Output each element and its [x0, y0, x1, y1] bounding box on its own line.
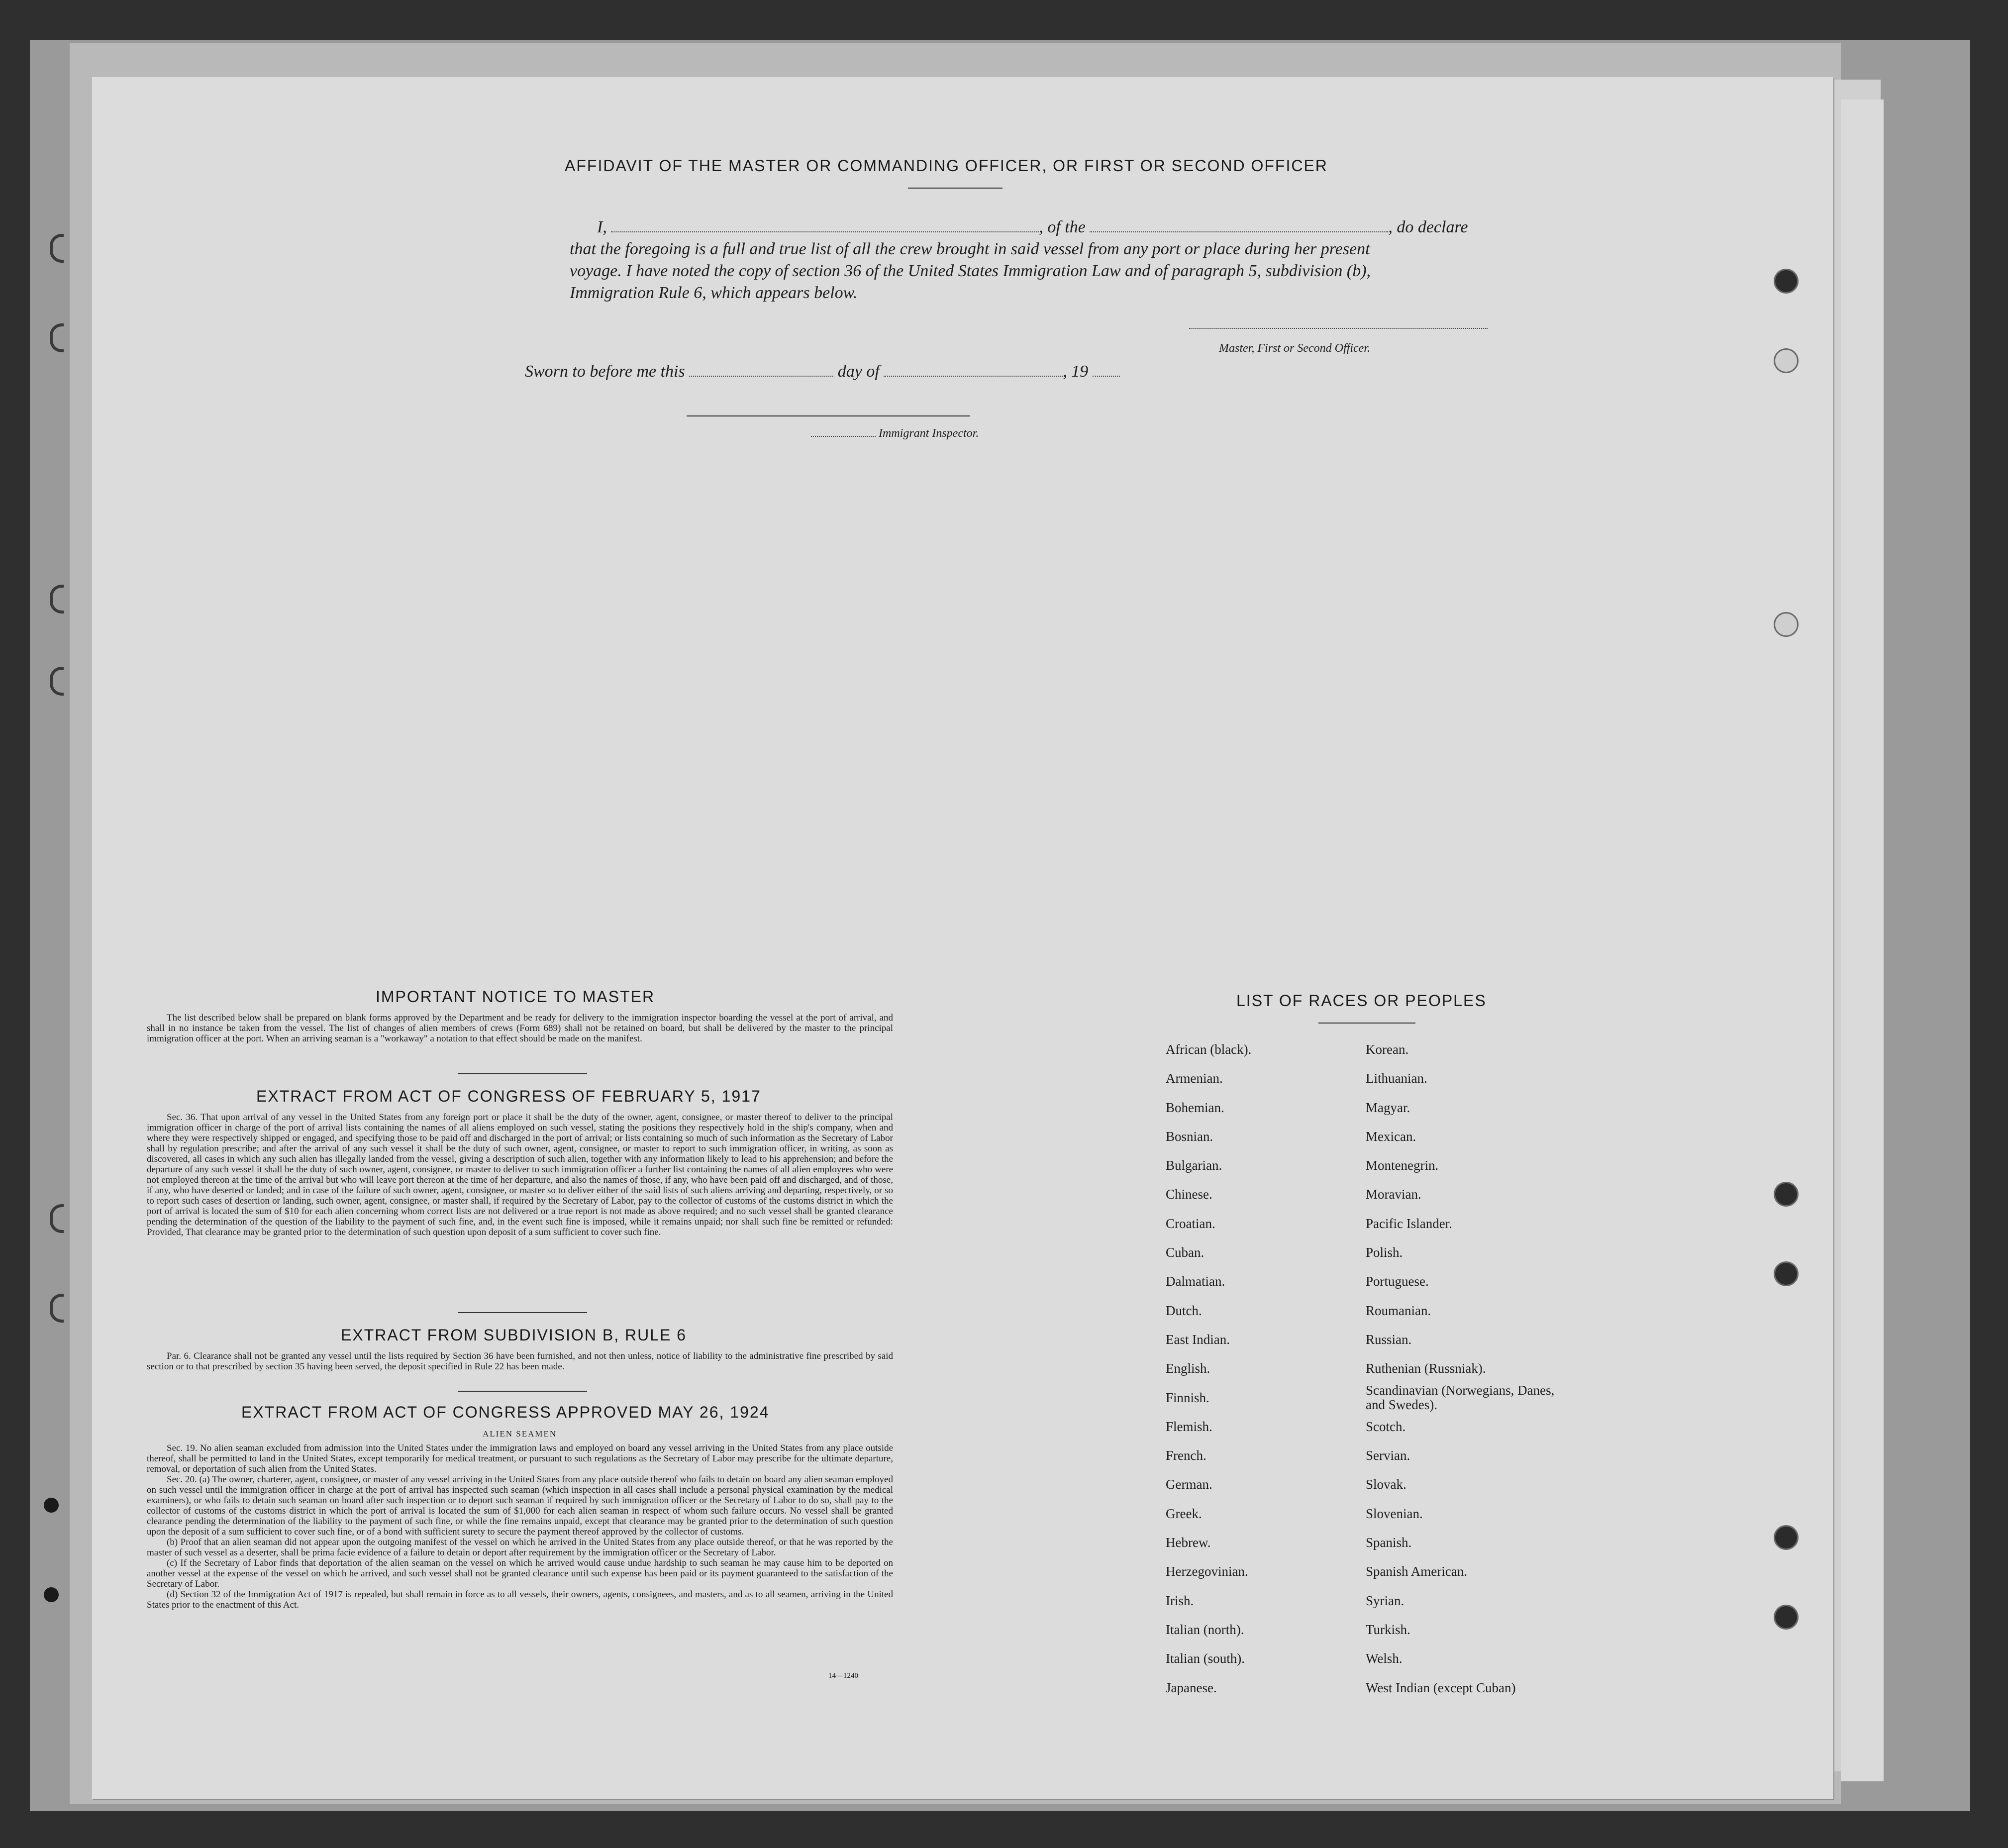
sworn-day-field[interactable]: [689, 363, 833, 377]
race-item: Magyar.: [1366, 1100, 1410, 1115]
race-item: Bulgarian.: [1166, 1158, 1222, 1173]
inspector-label-text: Immigrant Inspector.: [879, 427, 979, 440]
sworn-line: [525, 362, 1510, 381]
document-page: [92, 77, 1833, 1799]
race-item: Japanese.: [1166, 1680, 1217, 1695]
sec-20a-paragraph: Sec. 20. (a) The owner, charterer, agent, consignee, or master of any vessel arriving in the United States from any place outside thereof who fails to detain on board any alien seaman employed on such vessel until the immigration officer in charge at the port of arrival has inspected such seaman (which inspection in all cases shall include a personal physical examination by the medical examiners), or who fails to detain such seaman on board after such inspection or to deport such seaman if required by such immigration officer or the Secretary of Labor to do so, shall pay to the collector of customs of the customs district in which the port of arrival is located the sum of $1,000 for each alien seaman in respect of whom such failure occurs. No vessel shall be granted clearance pending the determination of the liability to the payment of such fine, or while the fine remains unpaid, except that clearance may be granted prior to the determination of such question upon the deposit of a sum sufficient to cover such fine, or of a bond with sufficient surety to secure the payment thereof approved by the collector of customs.: [147, 1474, 893, 1537]
punch-hole: [1774, 269, 1799, 294]
binder-hole: [44, 1587, 59, 1602]
master-signature-label: Master, First or Second Officer.: [1219, 342, 1370, 355]
race-item: German.: [1166, 1477, 1212, 1492]
sec-20c-paragraph: (c) If the Secretary of Labor finds that deportation of the alien seaman on the vessel on which he arrived would cause undue hardship to such seaman he may cause him to be deported on another vessel at the expense of the vessel on which he arrived, and such vessel shall not be granted clearance until such expense has been paid or its payment guaranteed to the satisfaction of the Secretary of Labor.: [147, 1558, 893, 1589]
master-signature-line[interactable]: [1189, 326, 1488, 329]
punch-hole: [1774, 1261, 1799, 1286]
race-item: Montenegrin.: [1366, 1158, 1439, 1173]
sworn-prefix: Sworn to before me this: [525, 362, 685, 381]
race-item: Slovenian.: [1366, 1506, 1423, 1521]
title-rule: [908, 188, 1003, 189]
race-item: Chinese.: [1166, 1187, 1212, 1202]
race-item: Spanish American.: [1366, 1564, 1467, 1579]
affidavit-line-2: that the foregoing is a full and true list of all the crew brought in said vessel from any port or place during her present: [570, 240, 1370, 258]
sworn-month-field[interactable]: [884, 363, 1063, 377]
race-item: Bohemian.: [1166, 1100, 1224, 1115]
race-item: East Indian.: [1166, 1332, 1230, 1347]
race-item: Portuguese.: [1366, 1274, 1429, 1289]
extract-rule6-title: EXTRACT FROM SUBDIVISION B, RULE 6: [341, 1326, 687, 1344]
form-number: 14—1240: [828, 1672, 858, 1680]
sworn-year-field[interactable]: [1093, 363, 1120, 377]
punch-hole: [1774, 348, 1799, 373]
section-divider: [458, 1391, 587, 1392]
race-item: Moravian.: [1366, 1187, 1421, 1202]
sec-20d-paragraph: (d) Section 32 of the Immigration Act of 1917 is repealed, but shall remain in force as to all vessels, their owners, agents, consignees, and masters, and as to all seamen, arriving in the United States prior to the enactment of this Act.: [147, 1589, 893, 1610]
inspector-dots: [811, 430, 876, 437]
race-item: Croatian.: [1166, 1216, 1215, 1231]
race-item: Ruthenian (Russniak).: [1366, 1361, 1486, 1376]
sec-20b-paragraph: (b) Proof that an alien seaman did not appear upon the outgoing manifest of the vessel on which he arrived in the United States from any place outside thereof, or that he was reported by the master of such vessel as a deserter, shall be prima facie evidence of a failure to detain or deport after requirement by the immigration officer or the Secretary of Labor.: [147, 1537, 893, 1558]
notice-title: IMPORTANT NOTICE TO MASTER: [376, 988, 655, 1006]
affidavit-title: AFFIDAVIT OF THE MASTER OR COMMANDING OFFICER, OR FIRST OR SECOND OFFICER: [565, 157, 1328, 175]
race-item: African (black).: [1166, 1042, 1252, 1057]
extract-1924-title: EXTRACT FROM ACT OF CONGRESS APPROVED MAY 26, 1924: [241, 1403, 770, 1421]
affidavit-of-the: , of the: [1039, 218, 1086, 236]
affidavit-line-1: [570, 218, 1555, 237]
vessel-name-field[interactable]: [1090, 218, 1388, 232]
page-edge-strip: [1841, 100, 1884, 1781]
race-item: Scandinavian (Norwegians, Danes, and Swedes).: [1366, 1382, 1555, 1412]
punch-hole: [1774, 1182, 1799, 1207]
race-item: Cuban.: [1166, 1245, 1205, 1260]
race-item: Hebrew.: [1166, 1535, 1211, 1550]
notice-text: [147, 1013, 893, 1044]
race-item: English.: [1166, 1361, 1210, 1376]
races-title-rule: [1318, 1023, 1415, 1024]
race-item: Scotch.: [1366, 1419, 1406, 1434]
extract-1924-text: [147, 1443, 893, 1610]
extract-rule6-paragraph: Par. 6. Clearance shall not be granted any vessel until the lists required by Section 36 have been furnished, and not then unless, notice of liability to the administrative fine prescribed by said section or to that prescribed by section 35 having been served, the deposit specified in Rule 22 has been made.: [147, 1351, 893, 1372]
races-title: LIST OF RACES OR PEOPLES: [1236, 992, 1487, 1010]
sworn-year: , 19: [1063, 362, 1089, 381]
binder-hole: [44, 1498, 59, 1513]
race-item: Welsh.: [1366, 1651, 1403, 1666]
race-item: Bosnian.: [1166, 1129, 1213, 1144]
officer-name-field[interactable]: [611, 218, 1039, 232]
race-item: Turkish.: [1366, 1622, 1410, 1637]
race-item: Spanish.: [1366, 1535, 1412, 1550]
race-item: Greek.: [1166, 1506, 1202, 1521]
race-item: Flemish.: [1166, 1419, 1212, 1434]
race-item: Mexican.: [1366, 1129, 1416, 1144]
sworn-day-of: day of: [837, 362, 880, 381]
race-item: Roumanian.: [1366, 1303, 1431, 1318]
race-item: Syrian.: [1366, 1593, 1405, 1608]
race-item: Armenian.: [1166, 1071, 1223, 1086]
extract-1917-text: [147, 1112, 893, 1237]
race-item: Russian.: [1366, 1332, 1412, 1347]
race-item: Polish.: [1366, 1245, 1403, 1260]
race-item: Finnish.: [1166, 1390, 1209, 1405]
race-item: Pacific Islander.: [1366, 1216, 1452, 1231]
race-item: West Indian (except Cuban): [1366, 1680, 1516, 1695]
races-left-column: [1166, 1035, 1251, 1702]
alien-seamen-subtitle: ALIEN SEAMEN: [483, 1429, 557, 1438]
affidavit-i: I,: [597, 218, 607, 236]
section-divider: [458, 1073, 587, 1074]
race-item: Slovak.: [1366, 1477, 1406, 1492]
race-item: Dalmatian.: [1166, 1274, 1225, 1289]
punch-hole: [1774, 1525, 1799, 1550]
race-item: French.: [1166, 1448, 1206, 1463]
race-item: Irish.: [1166, 1593, 1194, 1608]
sec-19-paragraph: Sec. 19. No alien seaman excluded from admission into the United States under the immigration laws and employed on board any vessel arriving in the United States from any place outside thereof, shall be permitted to land in the United States, except temporarily for medical treatment, or pursuant to such regulations as the Secretary of Labor may prescribe for the ultimate departure, removal, or deportation of such alien from the United States.: [147, 1443, 893, 1474]
punch-hole: [1774, 612, 1799, 637]
race-item: Servian.: [1366, 1448, 1410, 1463]
affidavit-line-4: Immigration Rule 6, which appears below.: [570, 284, 858, 302]
race-item: Herzegovinian.: [1166, 1564, 1248, 1579]
race-item: Italian (north).: [1166, 1622, 1244, 1637]
inspector-label: [811, 427, 979, 440]
section-divider: [458, 1312, 587, 1313]
races-right-column: [1366, 1035, 1555, 1702]
extract-1917-title: EXTRACT FROM ACT OF CONGRESS OF FEBRUARY 5, 1917: [256, 1087, 761, 1105]
notice-paragraph: The list described below shall be prepared on blank forms approved by the Department and be ready for delivery to the immigration inspector boarding the vessel at the port of arrival, and shall in no instance be taken from the vessel. The list of changes of alien members of crews (Form 689) shall not be retained on board, but shall be delivered by the master to the principal immigration officer at the port. When an arriving seaman is a "workaway" a notation to that effect should be made on the manifest.: [147, 1013, 893, 1044]
inspector-signature-line[interactable]: [687, 415, 970, 416]
affidavit-line-3: voyage. I have noted the copy of section 36 of the United States Immigration Law and of paragraph 5, subdivision (b),: [570, 262, 1371, 280]
race-item: Lithuanian.: [1366, 1071, 1427, 1086]
extract-1917-paragraph: Sec. 36. That upon arrival of any vessel in the United States from any foreign port or place it shall be the duty of the owner, agent, consignee, or master thereof to deliver to the principal immigration officer in charge of the port of arrival lists containing the names of all aliens employed on such vessel, stating the positions they respectively hold in the ship's company, when and where they were respectively shipped or engaged, and specifying those to be paid off and discharged in the port of arrival; or lists containing so much of such information as the Secretary of Labor shall by regulation prescribe; and after the arrival of any such vessel it shall be the duty of such owner, agent, consignee, or master to report to such immigration officer, in writing, as soon as discovered, all cases in which any such alien has illegally landed from the vessel, giving a description of such alien, together with any information likely to lead to his apprehension; and before the departure of any such vessel it shall be the duty of such owner, agent, consignee, or master to deliver to such immigration officer a further list containing the names of all alien employees who were not employed thereon at the time of the arrival but who will leave port thereon at the time of her departure, and also the names of those, if any, who have been paid off and discharged, and of those, if any, who have deserted or landed; and in case of the failure of such owner, agent, consignee, or master so to deliver either of the said lists of such aliens arriving and departing, respectively, or so to report such cases of desertion or landing, such owner, agent, consignee, or master shall, if required by the Secretary of Labor, pay to the collector of customs of the customs district in which the port of arrival is located the sum of $10 for each alien concerning whom correct lists are not delivered or a true report is not made as above required; and no such vessel shall be granted clearance pending the determination of the question of the liability to the payment of such fine, and, in the event such fine is imposed, while it remains unpaid; nor shall such fine be remitted or refunded: Provided, That clearance may be granted prior to the determination of such question upon deposit of a sum sufficient to cover such fine.: [147, 1112, 893, 1237]
extract-rule6-text: [147, 1351, 893, 1372]
race-item: Dutch.: [1166, 1303, 1202, 1318]
race-item: Italian (south).: [1166, 1651, 1245, 1666]
affidavit-declare: , do declare: [1388, 218, 1468, 236]
punch-hole: [1774, 1605, 1799, 1630]
race-item: Korean.: [1366, 1042, 1409, 1057]
